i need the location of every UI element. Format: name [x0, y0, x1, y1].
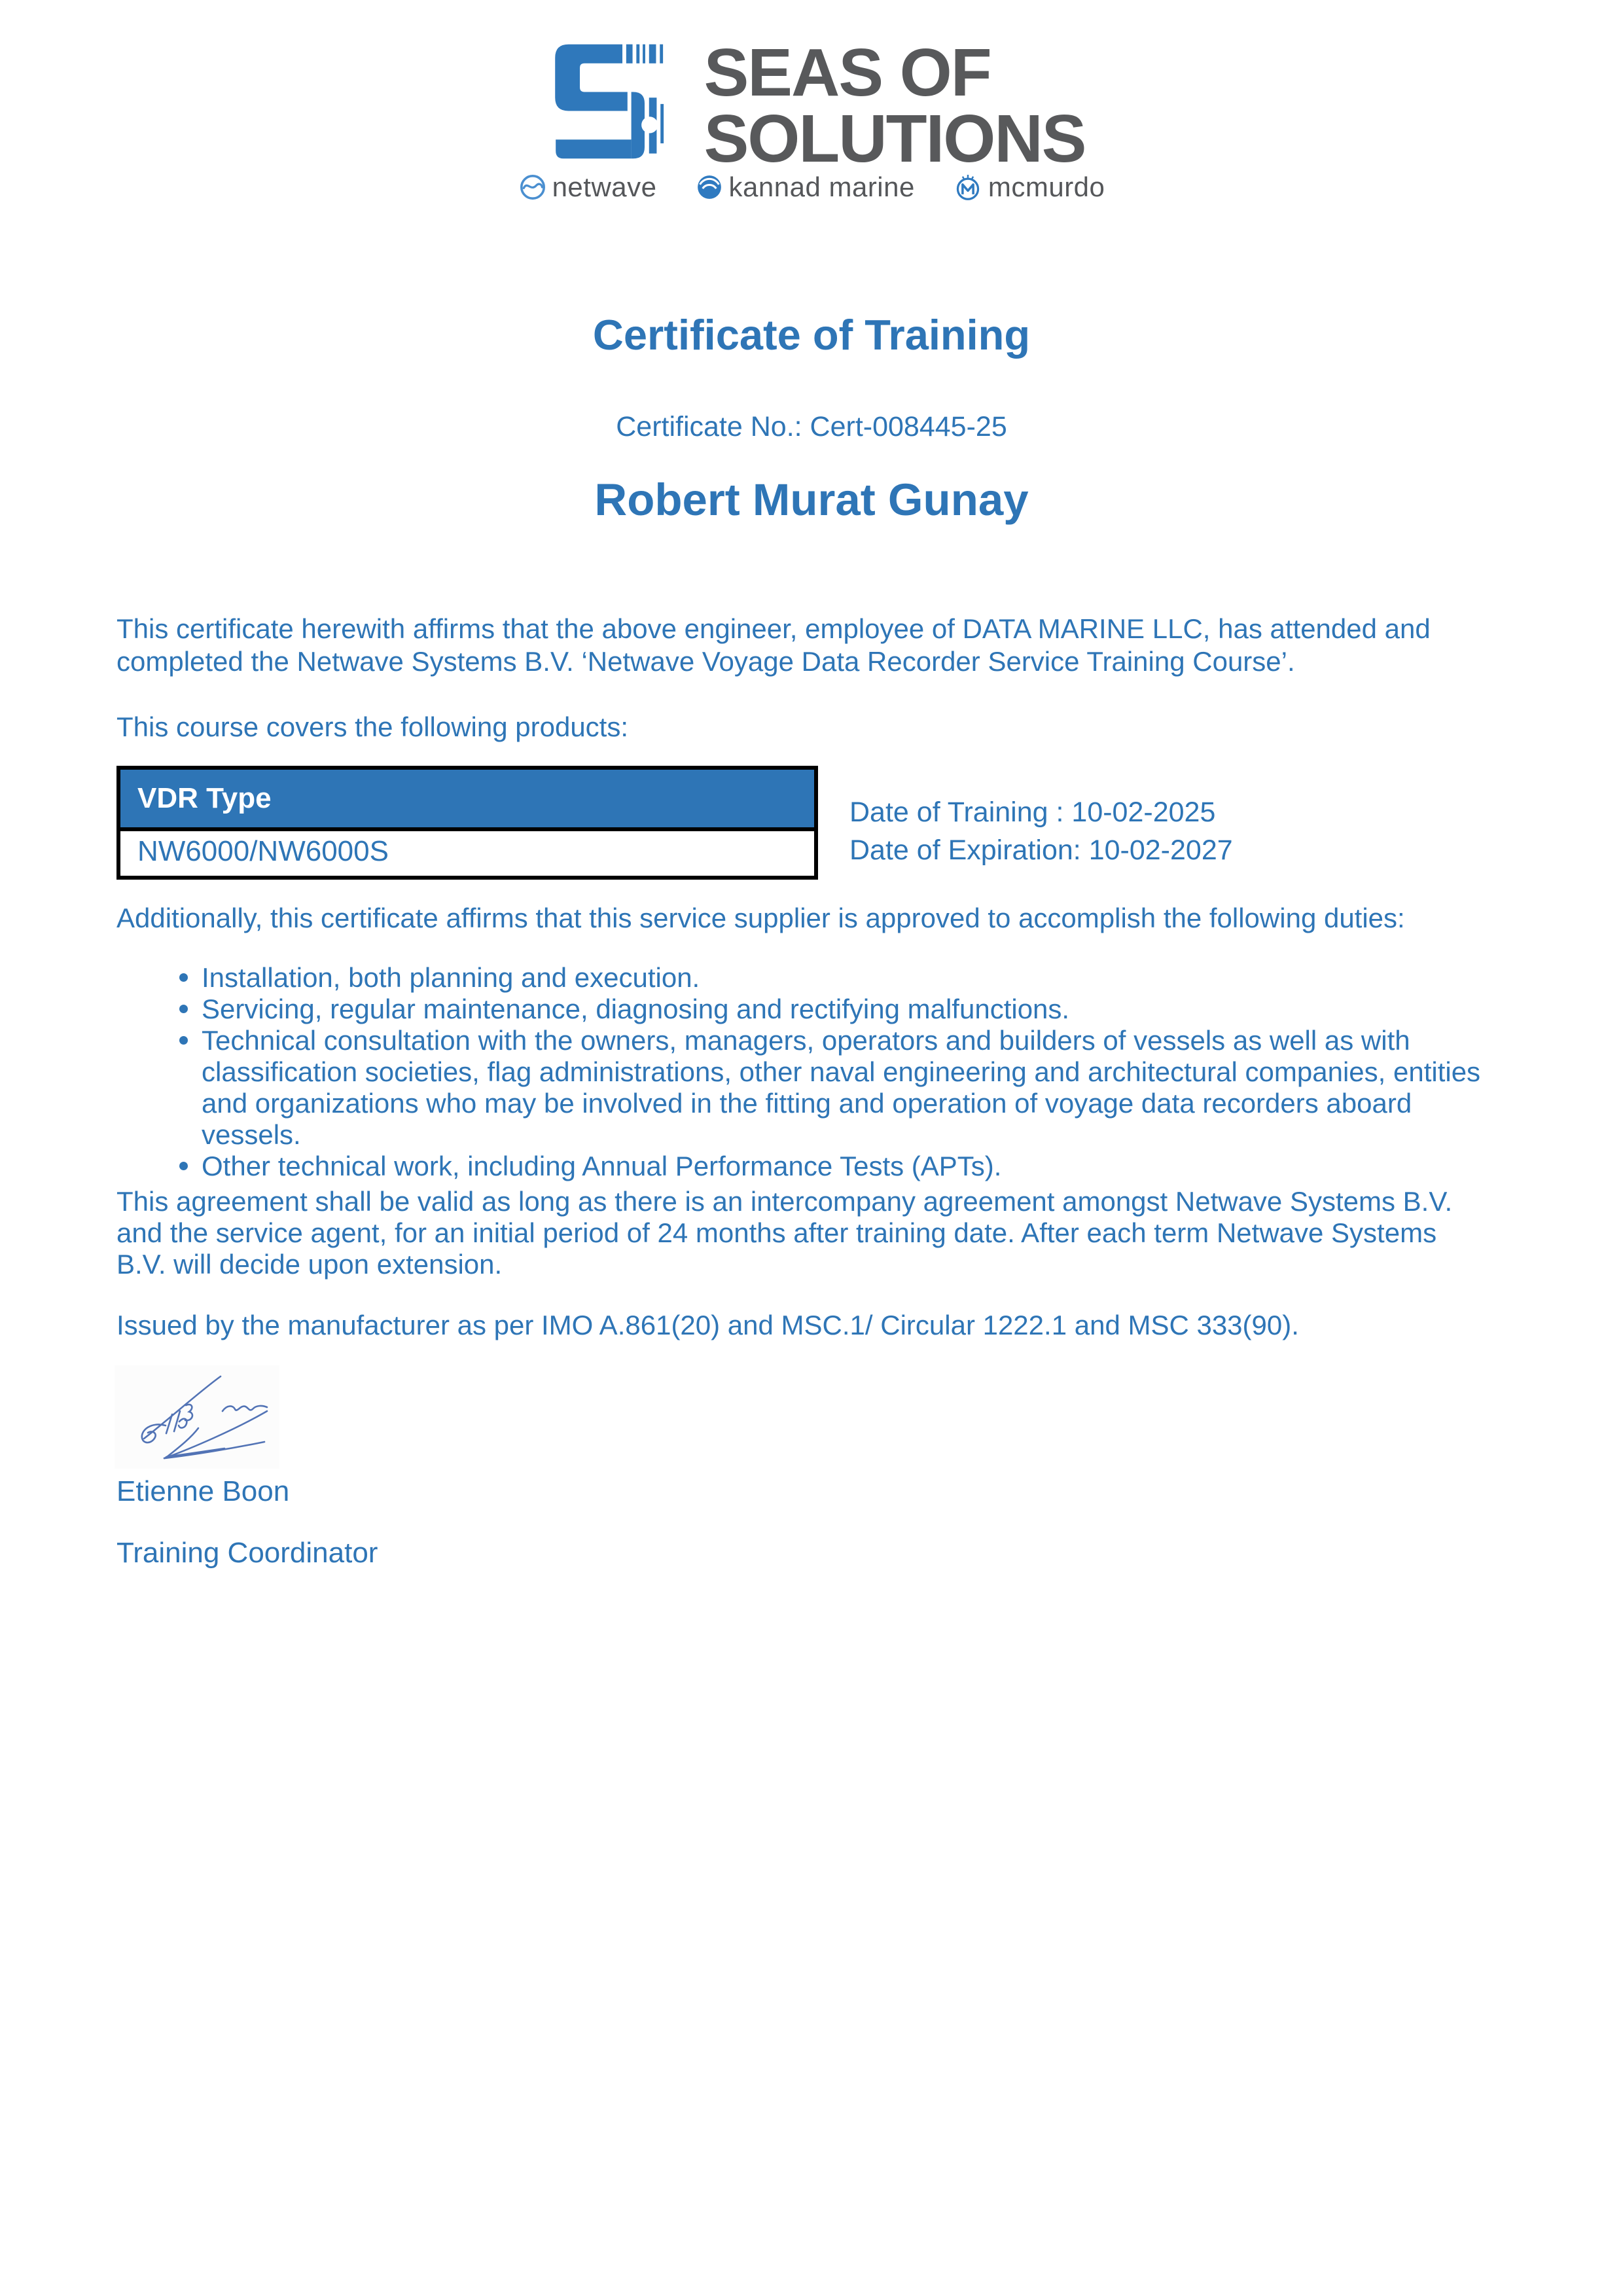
- table-row: [118, 829, 816, 878]
- brand-kannad-marine: [695, 171, 915, 203]
- brand-mcmurdo-label: mcmurdo: [988, 171, 1105, 202]
- vdr-type-header-cell: VDR Type: [118, 768, 816, 829]
- vdr-type-value-cell: NW6000/NW6000S: [118, 829, 816, 878]
- dates-block: [849, 793, 1233, 869]
- brand-kannad-label: kannad marine: [728, 171, 915, 202]
- duty-item: Servicing, regular maintenance, diagnosing and rectifying malfunctions.: [116, 994, 1484, 1025]
- vdr-type-table: [116, 766, 818, 880]
- company-logo: [0, 35, 1623, 176]
- netwave-swirl-icon: [518, 173, 547, 202]
- certificate-holder-name: Robert Murat Gunay: [594, 475, 1029, 525]
- handwritten-signature: [115, 1365, 279, 1472]
- paragraph-duties-intro: Additionally, this certificate affirms that this service supplier is approved to accomplish the following duties:: [116, 903, 1405, 933]
- paragraph-validity: This agreement shall be valid as long as there is an intercompany agreement amongst Netwave Systems B.V. and the service agent, for an initial period of 24 months after training date. After each term Netwave Systems B.V. will decide upon extension.: [116, 1186, 1453, 1280]
- duty-item: Other technical work, including Annual Performance Tests (APTs).: [116, 1151, 1484, 1182]
- brand-netwave-label: netwave: [552, 171, 657, 202]
- duties-list: [116, 962, 1484, 1182]
- duty-item: Installation, both planning and execution.: [116, 962, 1484, 994]
- paragraph-affirmation: This certificate herewith affirms that the above engineer, employee of DATA MARINE LLC, has attended and completed the Netwave Systems B.V. ‘Netwave Voyage Data Recorder Service Training Course’.: [116, 613, 1431, 677]
- page-title: Certificate of Training: [592, 311, 1031, 359]
- logo-line-2: SOLUTIONS: [704, 101, 1086, 176]
- certificate-number: Certificate No.: Cert-008445-25: [616, 411, 1007, 442]
- logo-wordmark: [704, 35, 1086, 176]
- paragraph-products-intro: This course covers the following products:: [116, 711, 629, 742]
- seas-of-solutions-s-icon: [538, 38, 687, 165]
- training-date: Date of Training : 10-02-2025: [849, 797, 1216, 828]
- table-header-row: [118, 768, 816, 829]
- expiration-date: Date of Expiration: 10-02-2027: [849, 834, 1233, 866]
- mcmurdo-m-icon: [953, 173, 983, 202]
- signature-ink-icon: [115, 1365, 279, 1469]
- brand-netwave: [518, 171, 657, 203]
- kannad-circle-icon: [695, 173, 724, 202]
- signatory-role: Training Coordinator: [116, 1537, 378, 1569]
- paragraph-issued-by: Issued by the manufacturer as per IMO A.861(20) and MSC.1/ Circular 1222.1 and MSC 333(90).: [116, 1310, 1299, 1340]
- signatory-name: Etienne Boon: [116, 1475, 290, 1507]
- brand-mcmurdo: [953, 171, 1105, 203]
- brand-strip: [0, 171, 1623, 203]
- logo-line-1: SEAS OF: [704, 35, 991, 110]
- duty-item: Technical consultation with the owners, managers, operators and builders of vessels as well as with classification societies, flag administrations, other naval engineering and architectural companies, entities and organizations who may be involved in the fitting and operation of voyage data recorders aboard vessels.: [116, 1025, 1484, 1151]
